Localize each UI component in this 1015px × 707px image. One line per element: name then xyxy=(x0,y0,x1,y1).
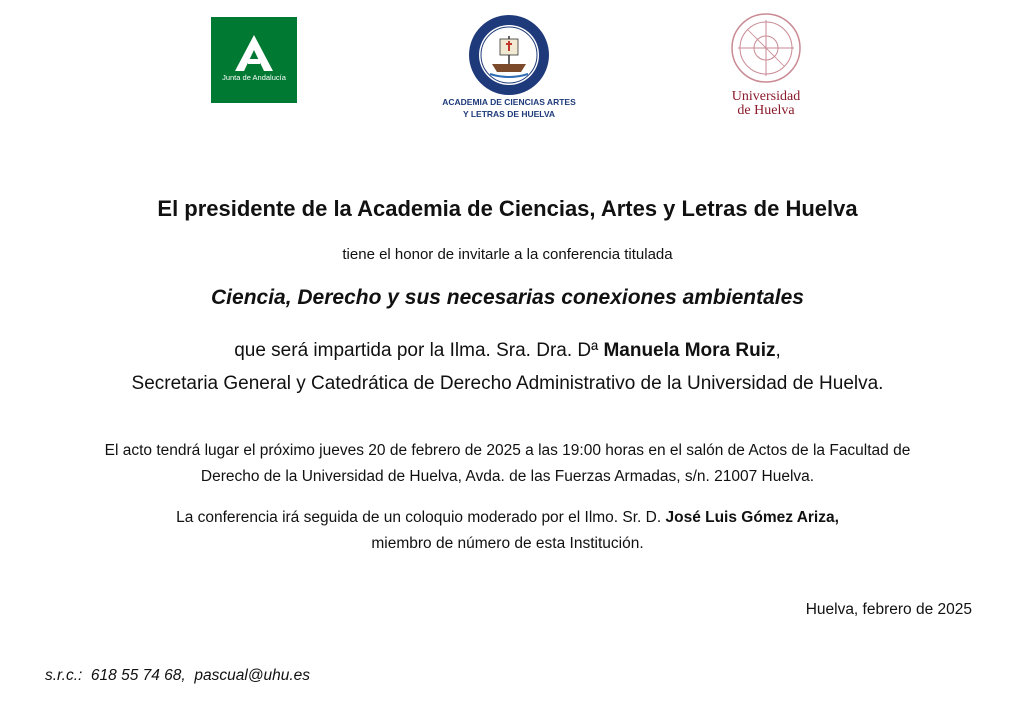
moderator-name: José Luis Gómez Ariza, xyxy=(665,509,839,526)
academia-caption-line1: ACADEMIA DE CIENCIAS ARTES xyxy=(442,97,576,107)
invitation-intro: tiene el honor de invitarle a la conferencia titulada xyxy=(342,246,673,263)
junta-a-icon xyxy=(235,35,273,71)
universidad-logo-caption xyxy=(720,90,812,118)
academia-logo xyxy=(436,12,582,122)
speaker-line xyxy=(0,340,1015,362)
junta-de-andalucia-logo xyxy=(211,17,297,103)
speaker-role: Secretaria General y Catedrática de Derecho Administrativo de la Universidad de Huelva. xyxy=(131,373,884,394)
colloquium-line2: miembro de número de esta Institución. xyxy=(371,535,644,552)
event-details-line1: El acto tendrá lugar el próximo jueves 20 de febrero de 2025 a las 19:00 horas en el salón de Actos de la Facultad de xyxy=(104,442,911,459)
place-date: Huelva, febrero de 2025 xyxy=(805,601,972,618)
academia-logo-caption xyxy=(436,96,582,120)
academia-caption-line2: Y LETRAS DE HUELVA xyxy=(462,109,556,119)
speaker-prefix: que será impartida por la Ilma. Sra. Dra. Dª xyxy=(234,340,604,361)
event-details-line2: Derecho de la Universidad de Huelva, Avda. de las Fuerzas Armadas, s/n. 21007 Huelva. xyxy=(200,468,815,485)
universidad-de-huelva-logo xyxy=(720,12,812,124)
junta-logo-text: Junta de Andalucía xyxy=(222,73,286,82)
universidad-caption-line2: de Huelva xyxy=(737,103,795,118)
speaker-name: Manuela Mora Ruiz xyxy=(603,340,776,361)
speaker-suffix: , xyxy=(775,340,781,361)
colloquium-line xyxy=(0,509,1015,527)
invitation-title: El presidente de la Academia de Ciencias, Artes y Letras de Huelva xyxy=(157,196,858,221)
colloquium-prefix: La conferencia irá seguida de un coloquio moderado por el Ilmo. Sr. D. xyxy=(176,509,666,526)
conference-title: Ciencia, Derecho y sus necesarias conexiones ambientales xyxy=(211,286,804,309)
academia-seal-icon xyxy=(462,14,556,96)
universidad-caption-line1: Universidad xyxy=(731,89,801,104)
contact-info: s.r.c.: 618 55 74 68, pascual@uhu.es xyxy=(45,667,311,684)
universidad-seal-icon xyxy=(730,12,802,84)
